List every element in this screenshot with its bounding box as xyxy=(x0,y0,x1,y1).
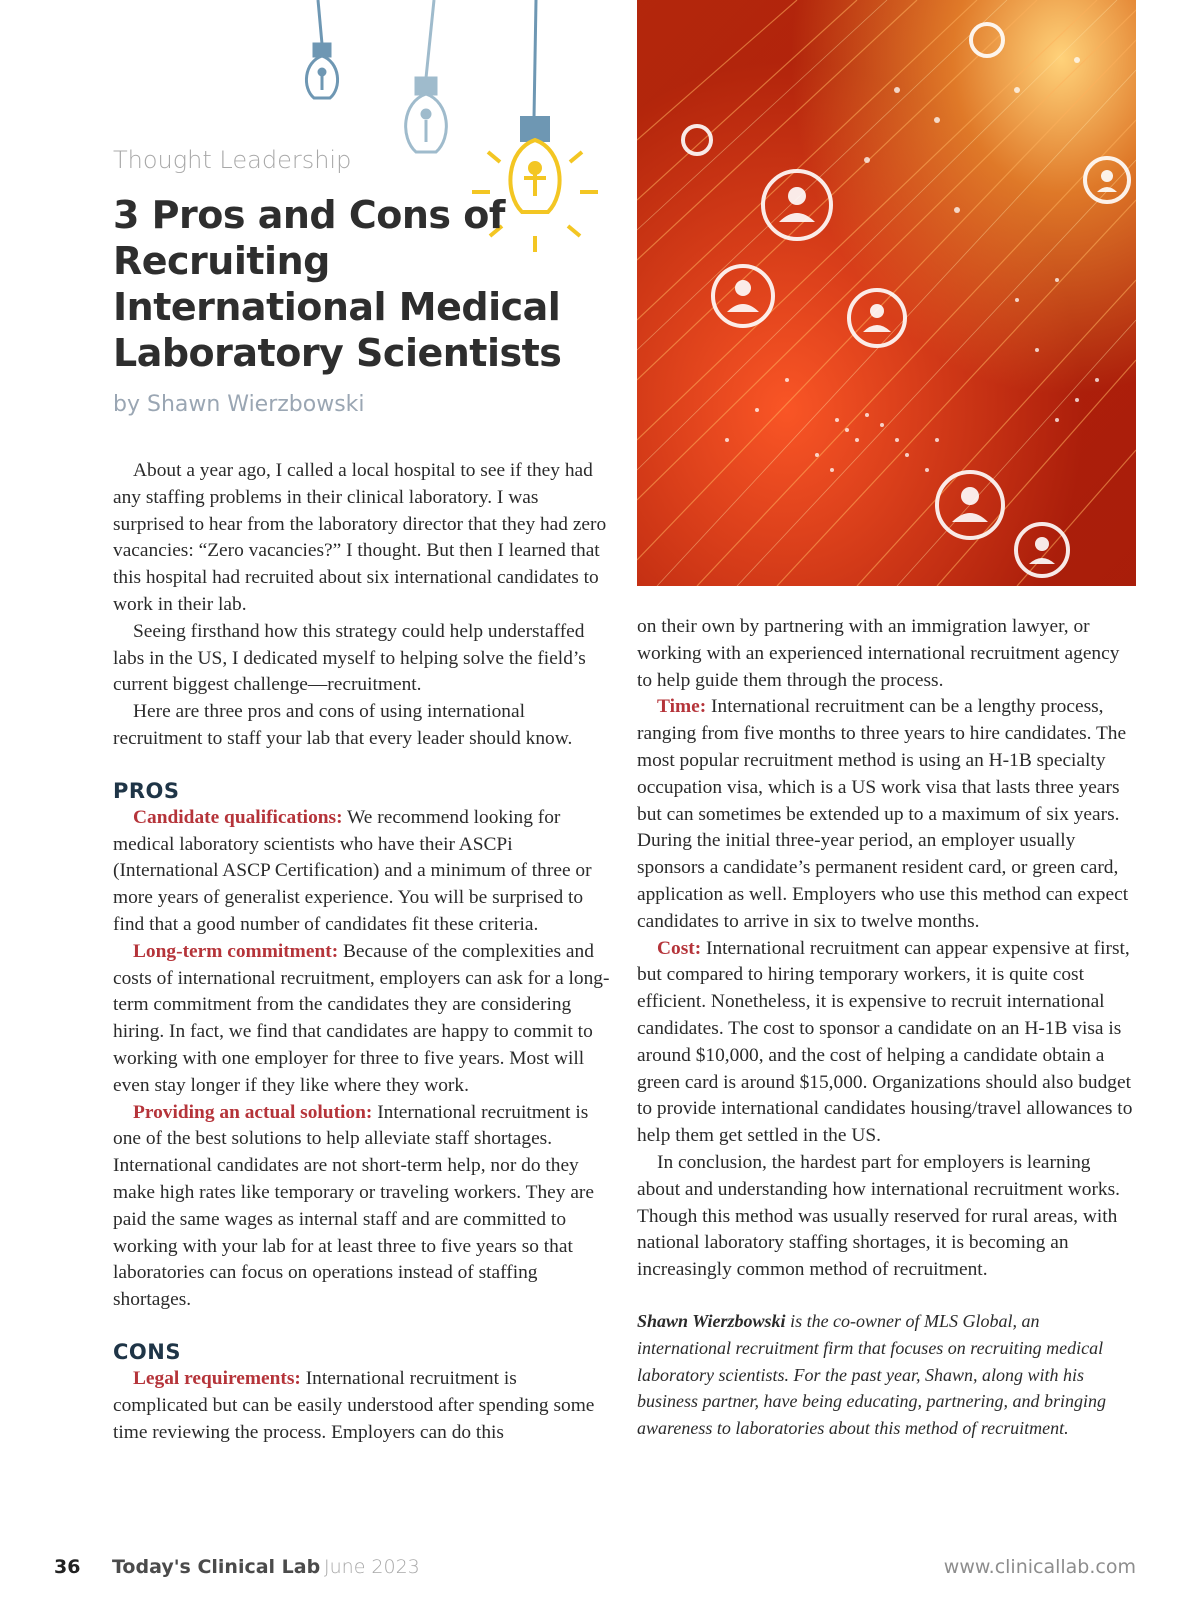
page-number: 36 xyxy=(54,1556,81,1578)
light-bulb-icon xyxy=(306,0,337,98)
author-bio xyxy=(637,1308,1137,1442)
website-link[interactable]: www.clinicallab.com xyxy=(943,1556,1136,1578)
article-title: 3 Pros and Cons of Recruiting International Medical Laboratory Scientists xyxy=(113,193,562,375)
pros-item-text: International recruitment is one of the best solutions to help alleviate staff shortages. International candidates are not short-term help, nor do they make high rates like temporary or traveling workers. They are paid the same wages as internal staff and are committed to working with your lab for at least three to five years so that laboratories can focus on operations instead of staffing shortages. xyxy=(113,1101,594,1311)
cons-item-lead: Cost: xyxy=(657,937,702,959)
cons-item xyxy=(637,694,1137,935)
page-footer xyxy=(54,1556,1136,1586)
pros-item-text: We recommend looking for medical laboratory scientists who have their ASCPi (International ASCP Certification) and a minimum of three or more years of generalist experience. You will be surprised to find that a good number of candidates fit these criteria. xyxy=(113,806,592,935)
cons-item-lead: Legal requirements: xyxy=(133,1367,301,1389)
author-bio-text: is the co-owner of MLS Global, an international recruitment firm that focuses on recruiting medical laboratory scientists. For the past year, Shawn, along with his business partner, have being educating, partnering, and bringing awareness to laboratories about this method of recruitment. xyxy=(637,1310,1106,1439)
hero-image xyxy=(637,0,1136,586)
pros-item xyxy=(113,939,613,1100)
intro-paragraph: Seeing firsthand how this strategy could help understaffed labs in the US, I dedicated myself to helping solve the field’s current biggest challenge—recruitment. xyxy=(113,620,586,696)
cons-item-continued: on their own by partnering with an immigration lawyer, or working with an experienced international recruitment agency to help guide them through the process. xyxy=(637,616,1120,691)
byline: by Shawn Wierzbowski xyxy=(113,392,365,417)
section-label: Thought Leadership xyxy=(113,146,352,174)
right-column xyxy=(637,614,1137,1442)
cons-item xyxy=(637,936,1137,1150)
cons-item-text: International recruitment is complicated but can be easily understood after spending some time reviewing the process. Employers can do this xyxy=(113,1367,595,1443)
pros-item xyxy=(113,805,613,939)
fiber-optic-network-graphic xyxy=(637,0,1136,586)
intro-paragraph: About a year ago, I called a local hospital to see if they had any staffing problems in their clinical laboratory. I was surprised to hear from the laboratory director that they had zero vacancies: “Zero vacancies?” I thought. But then I learned that this hospital had recruited about six international candidates to work in their lab. xyxy=(113,460,607,615)
cons-item-text: International recruitment can be a lengthy process, ranging from five months to three years to hire candidates. The most popular recruitment method is using an H-1B specialty occupation visa, which is a US work visa that lasts three years but can sometimes be extended up to a maximum of six years. During the initial three-year period, an employer usually sponsors a candidate’s permanent resident card, or green card, application as well. Employers who use this method can expect candidates to arrive in six to twelve months. xyxy=(637,696,1129,932)
pros-item-lead: Providing an actual solution: xyxy=(133,1101,373,1123)
light-bulb-icon xyxy=(406,0,447,152)
conclusion-paragraph: In conclusion, the hardest part for employers is learning about and understanding how international recruitment works. Though this method was usually reserved for rural areas, with national laboratory staffing shortages, it is becoming an increasingly common method of recruitment. xyxy=(637,1151,1121,1281)
cons-heading: CONS xyxy=(113,1339,181,1364)
issue-date: June 2023 xyxy=(324,1556,420,1578)
left-column xyxy=(113,458,613,1446)
pros-item xyxy=(113,1100,613,1314)
pros-item-text: Because of the complexities and costs of international recruitment, employers can ask for a long-term commitment from the candidates they are considering hiring. In fact, we find that candidates are happy to commit to working with one employer for three to five years. Most will even stay longer if they like where they work. xyxy=(113,940,610,1096)
cons-item xyxy=(113,1366,613,1446)
pros-item-lead: Candidate qualifications: xyxy=(133,806,343,828)
intro-paragraph: Here are three pros and cons of using international recruitment to staff your lab that every leader should know. xyxy=(113,701,573,749)
pros-item-lead: Long-term commitment: xyxy=(133,940,339,962)
author-bio-name: Shawn Wierzbowski xyxy=(637,1310,786,1331)
pros-heading: PROS xyxy=(113,778,180,803)
cons-item-text: International recruitment can appear expensive at first, but compared to hiring temporary workers, it is quite cost efficient. Nonetheless, it is expensive to recruit international candidates. The cost to sponsor a candidate on an H-1B visa is around $10,000, and the cost of helping a candidate obtain a green card is around $15,000. Organizations should also budget to provide international candidates housing/travel allowances to help them get settled in the US. xyxy=(637,937,1133,1147)
cons-item-lead: Time: xyxy=(657,696,707,718)
magazine-name: Today's Clinical Lab xyxy=(112,1556,321,1578)
